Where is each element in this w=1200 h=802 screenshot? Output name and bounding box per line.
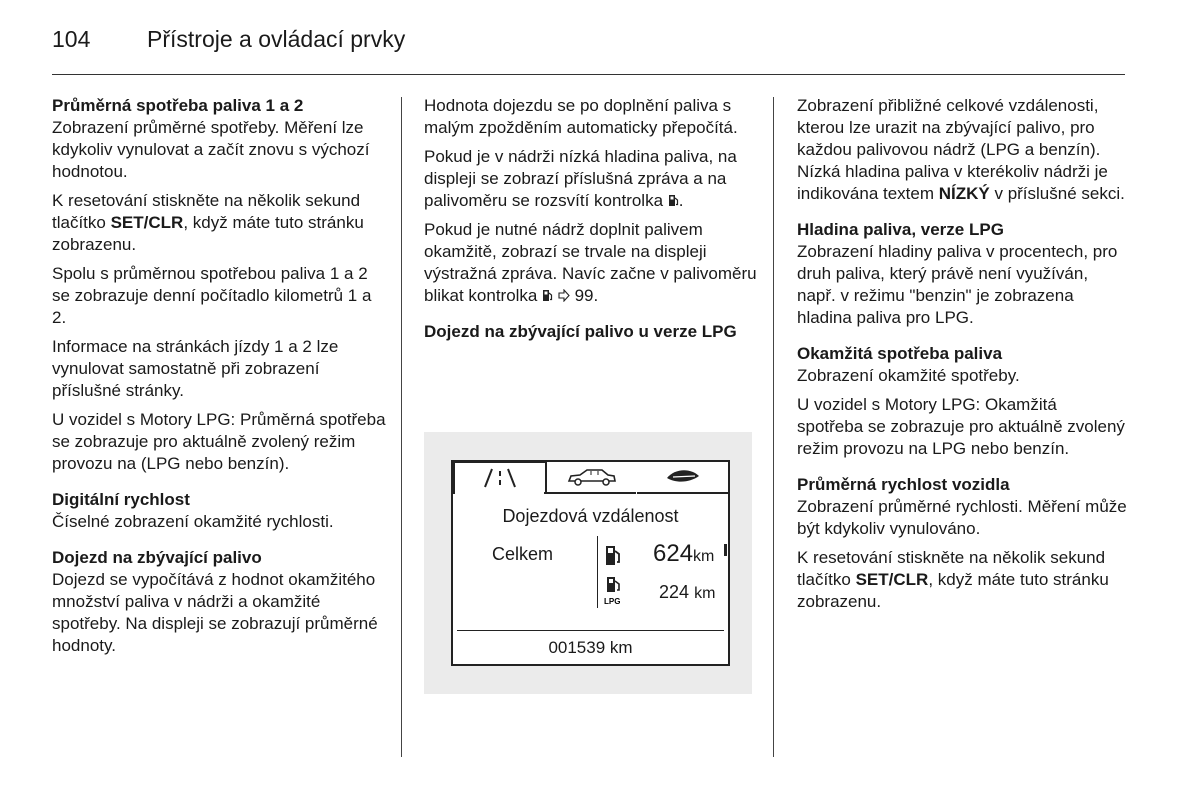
display-total-label: Celkem (492, 544, 554, 564)
display-tabs (453, 462, 728, 494)
text: , když máte tuto stránku zobrazenu. (52, 213, 364, 254)
text: , když máte tuto stránku zobrazenu. (797, 570, 1109, 611)
section-title: Dojezd na zbývající palivo u verze LPG (424, 322, 737, 341)
scroll-indicator (724, 544, 727, 556)
paragraph: U vozidel s Motory LPG: Okamžitá spotřeba se zobrazuje pro aktuálně zvolený režim provozu na LPG nebo benzín. (797, 395, 1125, 458)
text: v příslušné sekci. (989, 184, 1125, 203)
column-1 (52, 95, 387, 664)
display-illustration (424, 432, 752, 694)
paragraph: Spolu s průměrnou spotřebou paliva 1 a 2 se zobrazuje denní počítadlo kilometrů 1 a 2. (52, 264, 372, 327)
page-reference-arrow-icon (558, 289, 570, 302)
column-3 (797, 95, 1127, 620)
section-average-speed (797, 474, 1127, 613)
page-number: 104 (52, 26, 91, 52)
section-title: Digitální rychlost (52, 490, 190, 509)
section-instant-consumption (797, 343, 1127, 460)
section-range (52, 547, 387, 657)
paragraph: Zobrazení hladiny paliva v procentech, pro druh paliva, který právě není využíván, např. v režimu "benzin" je zobrazena hladina paliva pro LPG. (797, 242, 1118, 327)
paragraph (797, 547, 1127, 613)
page-header (52, 26, 405, 53)
range-lpg-value (659, 582, 715, 603)
section-title: Okamžitá spotřeba paliva (797, 344, 1003, 363)
range-petrol-value (653, 540, 714, 568)
paragraph: Dojezd se vypočítává z hodnot okamžitého množství paliva v nádrži a okamžité spotřeby. Na displeji se zobrazují průměrné hodnoty. (52, 570, 378, 655)
set-clr-label: SET/CLR (110, 213, 184, 232)
low-label: NÍZKÝ (938, 184, 990, 203)
column-divider-1 (401, 97, 402, 757)
unit: km (693, 548, 715, 565)
value: 224 (659, 582, 690, 602)
paragraph: Hodnota dojezdu se po doplnění paliva s malým zpožděním automaticky přepočítá. (424, 96, 738, 137)
paragraph: Zobrazení okamžité spotřeby. (797, 366, 1020, 385)
paragraph (424, 219, 759, 307)
display-separator (597, 536, 598, 608)
lpg-pump-icon (604, 576, 622, 606)
page-title: Přístroje a ovládací prvky (147, 26, 406, 52)
section-average-consumption (52, 95, 387, 475)
paragraph: Zobrazení průměrné spotřeby. Měření lze kdykoliv vynulovat a začít znovu s výchozí hodnotou. (52, 118, 370, 181)
column-2 (424, 95, 759, 343)
value: 624 (653, 540, 694, 567)
text: K resetování stiskněte na několik sekund tlačítko (797, 548, 1106, 589)
column-divider-2 (773, 97, 774, 757)
text: Pokud je nutné nádrž doplnit palivem okamžitě, zobrazí se trvale na displeji výstražná zpráva. Navíc začne v palivoměru blikat kontrolka (424, 220, 757, 305)
display-divider (457, 630, 724, 631)
section-title: Dojezd na zbývající palivo (52, 548, 262, 567)
display-title: Dojezdová vzdálenost (502, 506, 679, 526)
text: Pokud je v nádrži nízká hladina paliva, na displeji se zobrazí příslušná zpráva a na palivoměru se rozsvítí kontrolka (424, 147, 737, 210)
section-title: Průměrná spotřeba paliva 1 a 2 (52, 96, 304, 115)
road-icon (455, 463, 545, 493)
odometer: 001539 km (548, 638, 633, 657)
paragraph: U vozidel s Motory LPG: Průměrná spotřeba se zobrazuje pro aktuálně zvolený režim provozu na (LPG nebo benzín). (52, 410, 386, 473)
unit: km (694, 585, 716, 602)
section-digital-speed (52, 489, 387, 533)
paragraph (424, 146, 759, 212)
paragraph (52, 190, 387, 256)
text: . (678, 191, 684, 210)
section-title: Průměrná rychlost vozidla (797, 475, 1010, 494)
page-ref: 99. (569, 286, 599, 305)
paragraph: Číselné zobrazení okamžité rychlosti. (52, 512, 334, 531)
car-icon (544, 462, 636, 492)
paragraph: Zobrazení průměrné rychlosti. Měření může být kdykoliv vynulováno. (797, 497, 1127, 538)
set-clr-label: SET/CLR (855, 570, 929, 589)
tab-car (544, 462, 636, 494)
text: Zobrazení přibližné celkové vzdálenosti, kterou lze urazit na zbývající palivo, pro každou palivovou nádrž (LPG a benzín). Nízká hladina paliva v kterékoliv nádrži je indikována textem (797, 96, 1108, 203)
tab-road (453, 461, 547, 494)
section-title: Hladina paliva, verze LPG (797, 220, 1004, 239)
fuel-pump-icon (604, 544, 622, 568)
tab-eco (637, 462, 728, 494)
paragraph: Informace na stránkách jízdy 1 a 2 lze vynulovat samostatně při zobrazení příslušné stránky. (52, 337, 339, 400)
paragraph (797, 95, 1127, 205)
fuel-pump-icon (668, 194, 679, 207)
info-display-screen (451, 460, 730, 666)
section-fuel-level-lpg (797, 219, 1127, 329)
lpg-label: LPG (604, 597, 621, 606)
text: K resetování stiskněte na několik sekund tlačítko (52, 191, 361, 232)
section-range-lpg (424, 321, 759, 343)
fuel-pump-icon (542, 289, 553, 302)
eco-leaf-icon (637, 462, 728, 492)
header-rule (52, 74, 1125, 75)
